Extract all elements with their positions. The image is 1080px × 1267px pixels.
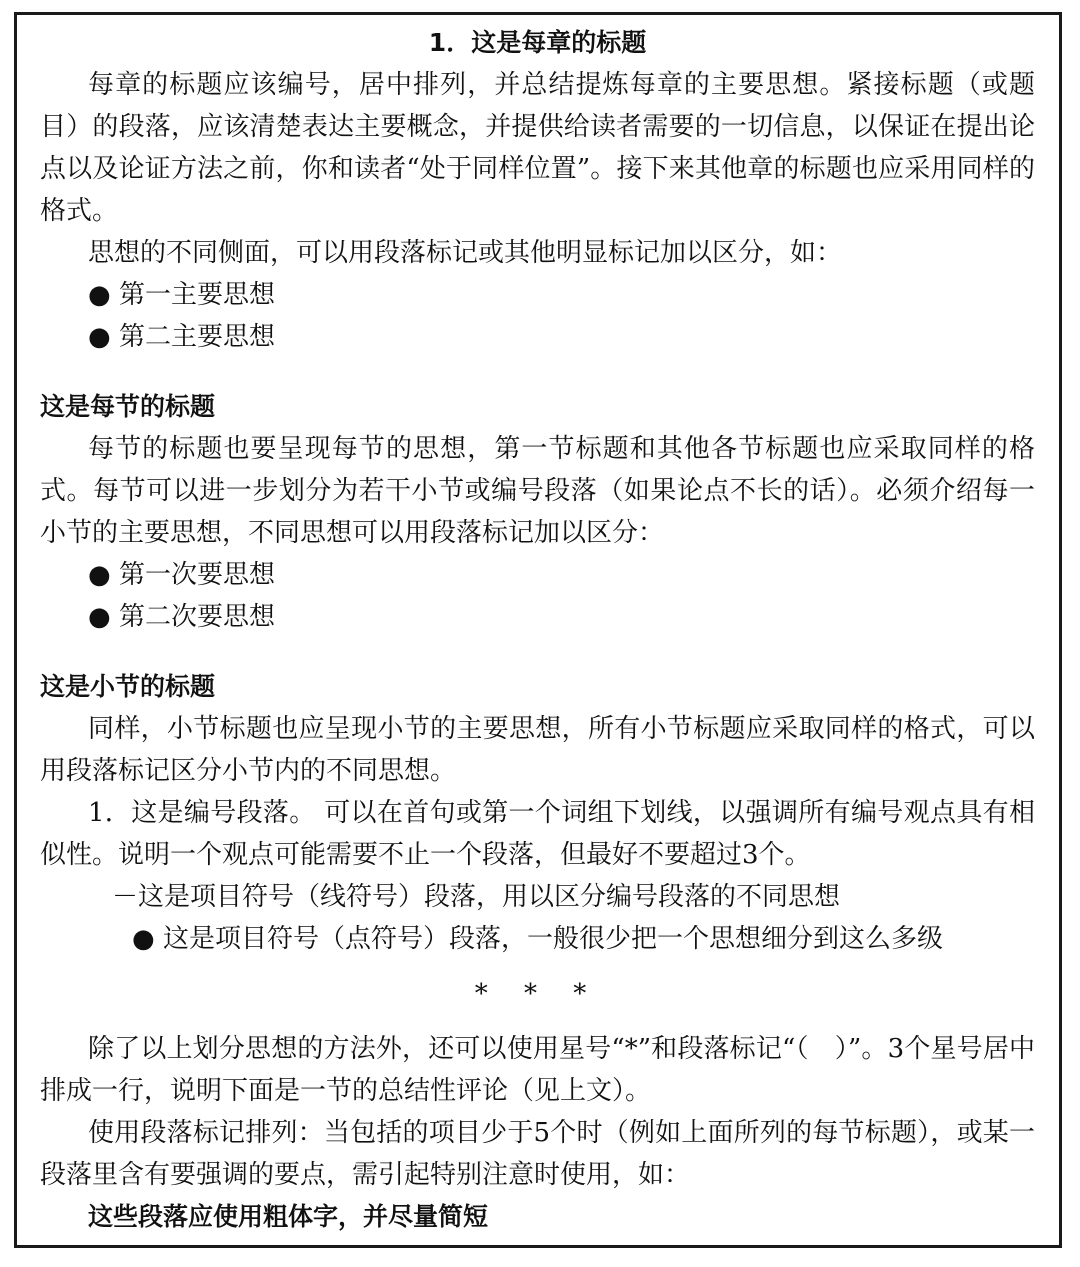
chapter-bullet-2: ● 第二主要思想: [88, 322, 275, 352]
numbered-paragraph: 1．这是编号段落。 可以在首句或第一个词组下划线，以强调所有编号观点具有相似性。说明一个观点可能需要不止一个段落，但最好不要超过3个。: [40, 798, 1035, 870]
bold-summary-line: 这些段落应使用粗体字，并尽量简短: [88, 1202, 489, 1231]
subsection-paragraph-1: 同样，小节标题也应呈现小节的主要思想，所有小节标题应采取同样的格式，可以用段落标记区分小节内的不同思想。: [40, 714, 1035, 786]
subsection-heading: 这是小节的标题: [40, 672, 216, 701]
section-bullet-1: ● 第一次要思想: [88, 560, 275, 590]
closing-paragraph-2: 使用段落标记排列：当包括的项目少于5个时（例如上面所列的每节标题），或某一段落里含有要强调的要点，需引起特别注意时使用，如：: [40, 1118, 1035, 1190]
closing-paragraph-1: 除了以上划分思想的方法外，还可以使用星号“*”和段落标记“（ ）”。3个星号居中排成一行，说明下面是一节的总结性评论（见上文）。: [40, 1034, 1035, 1106]
chapter-paragraph-1: 每章的标题应该编号，居中排列，并总结提炼每章的主要思想。紧接标题（或题目）的段落，应该清楚表达主要概念，并提供给读者需要的一切信息，以保证在提出论点以及论证方法之前，你和读者“处于同样位置”。接下来其他章的标题也应采用同样的格式。: [40, 70, 1035, 226]
dot-bullet-paragraph: ● 这是项目符号（点符号）段落，一般很少把一个思想细分到这么多级: [132, 924, 943, 954]
three-stars-separator: * * *: [474, 979, 601, 1009]
chapter-paragraph-2: 思想的不同侧面，可以用段落标记或其他明显标记加以区分，如：: [88, 238, 843, 268]
chapter-title: 1．这是每章的标题: [428, 28, 647, 57]
document-content: [40, 22, 1035, 1238]
chapter-bullet-1: ● 第一主要思想: [88, 280, 275, 310]
section-bullet-2: ● 第二次要思想: [88, 602, 275, 632]
dash-bullet-paragraph: －这是项目符号（线符号）段落，用以区分编号段落的不同思想: [112, 882, 841, 912]
section-paragraph-1: 每节的标题也要呈现每节的思想，第一节标题和其他各节标题也应采取同样的格式。每节可以进一步划分为若干小节或编号段落（如果论点不长的话）。必须介绍每一小节的主要思想，不同思想可以用段落标记加以区分：: [40, 434, 1035, 548]
section-heading: 这是每节的标题: [40, 392, 216, 421]
